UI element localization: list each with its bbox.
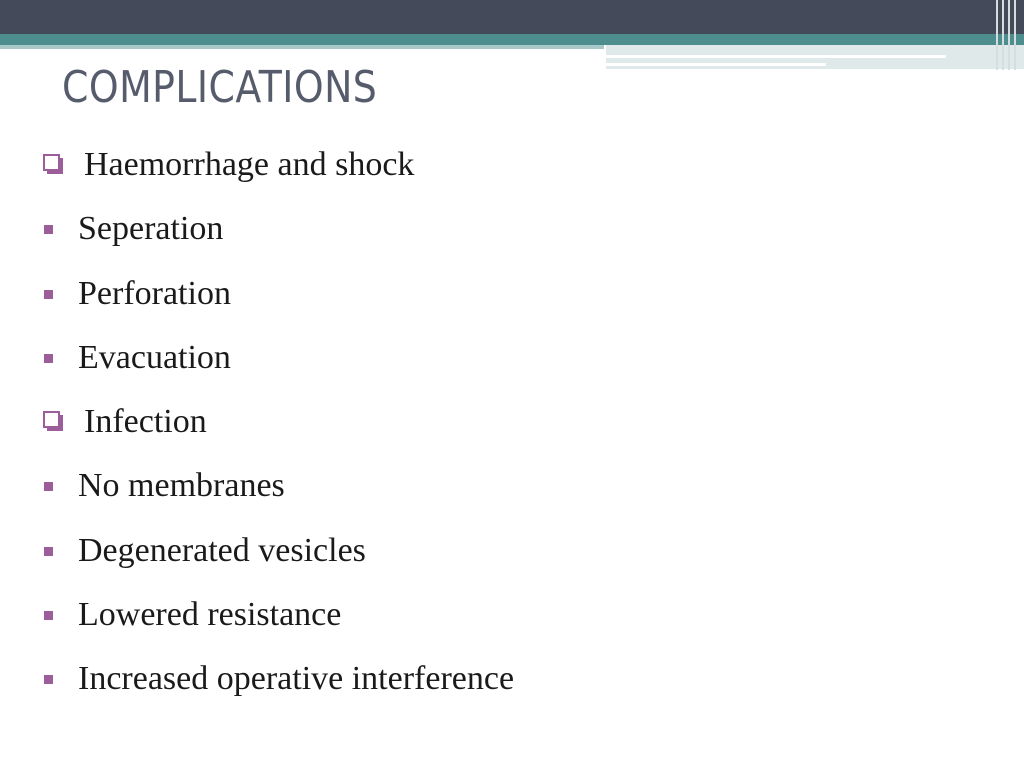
list-item: [0, 140, 1024, 204]
list-item-text: Seperation: [78, 210, 224, 248]
slide-title: COMPLICATIONS: [62, 62, 378, 113]
list-item: [0, 204, 1024, 268]
square-bullet-icon: [44, 482, 53, 491]
square-bullet-icon: [44, 675, 53, 684]
square-bullet-icon: [44, 225, 53, 234]
list-item: [0, 461, 1024, 525]
list-item: [0, 333, 1024, 397]
list-item-text: Lowered resistance: [78, 596, 342, 634]
bullet-list: [0, 140, 1024, 719]
list-item-text: Increased operative interference: [78, 660, 515, 698]
list-item: [0, 397, 1024, 461]
header-stripes: [994, 0, 1024, 70]
list-item: [0, 590, 1024, 654]
header-stripe: [1008, 0, 1010, 70]
list-item: [0, 526, 1024, 590]
header-stripe: [1002, 0, 1004, 70]
checkbox-icon: [42, 153, 64, 175]
header-stripe: [1014, 0, 1016, 70]
square-bullet-icon: [44, 547, 53, 556]
list-item-text: Degenerated vesicles: [78, 531, 366, 569]
header-stripe: [996, 0, 998, 70]
header-band-teal: [0, 34, 1024, 45]
square-bullet-icon: [44, 611, 53, 620]
list-item-text: Infection: [84, 403, 207, 441]
list-item: [0, 269, 1024, 333]
square-bullet-icon: [44, 290, 53, 299]
list-item-text: Haemorrhage and shock: [84, 146, 415, 183]
list-item-text: Perforation: [78, 274, 231, 312]
square-bullet-icon: [44, 354, 53, 363]
list-item-text: No membranes: [78, 467, 285, 505]
header-band-line: [606, 63, 826, 66]
header-band-line: [606, 55, 946, 58]
checkbox-icon: [42, 410, 64, 432]
list-item: [0, 654, 1024, 718]
list-item-text: Evacuation: [78, 338, 231, 376]
header-band-teal-light: [0, 45, 604, 49]
header-band-dark: [0, 0, 1024, 34]
